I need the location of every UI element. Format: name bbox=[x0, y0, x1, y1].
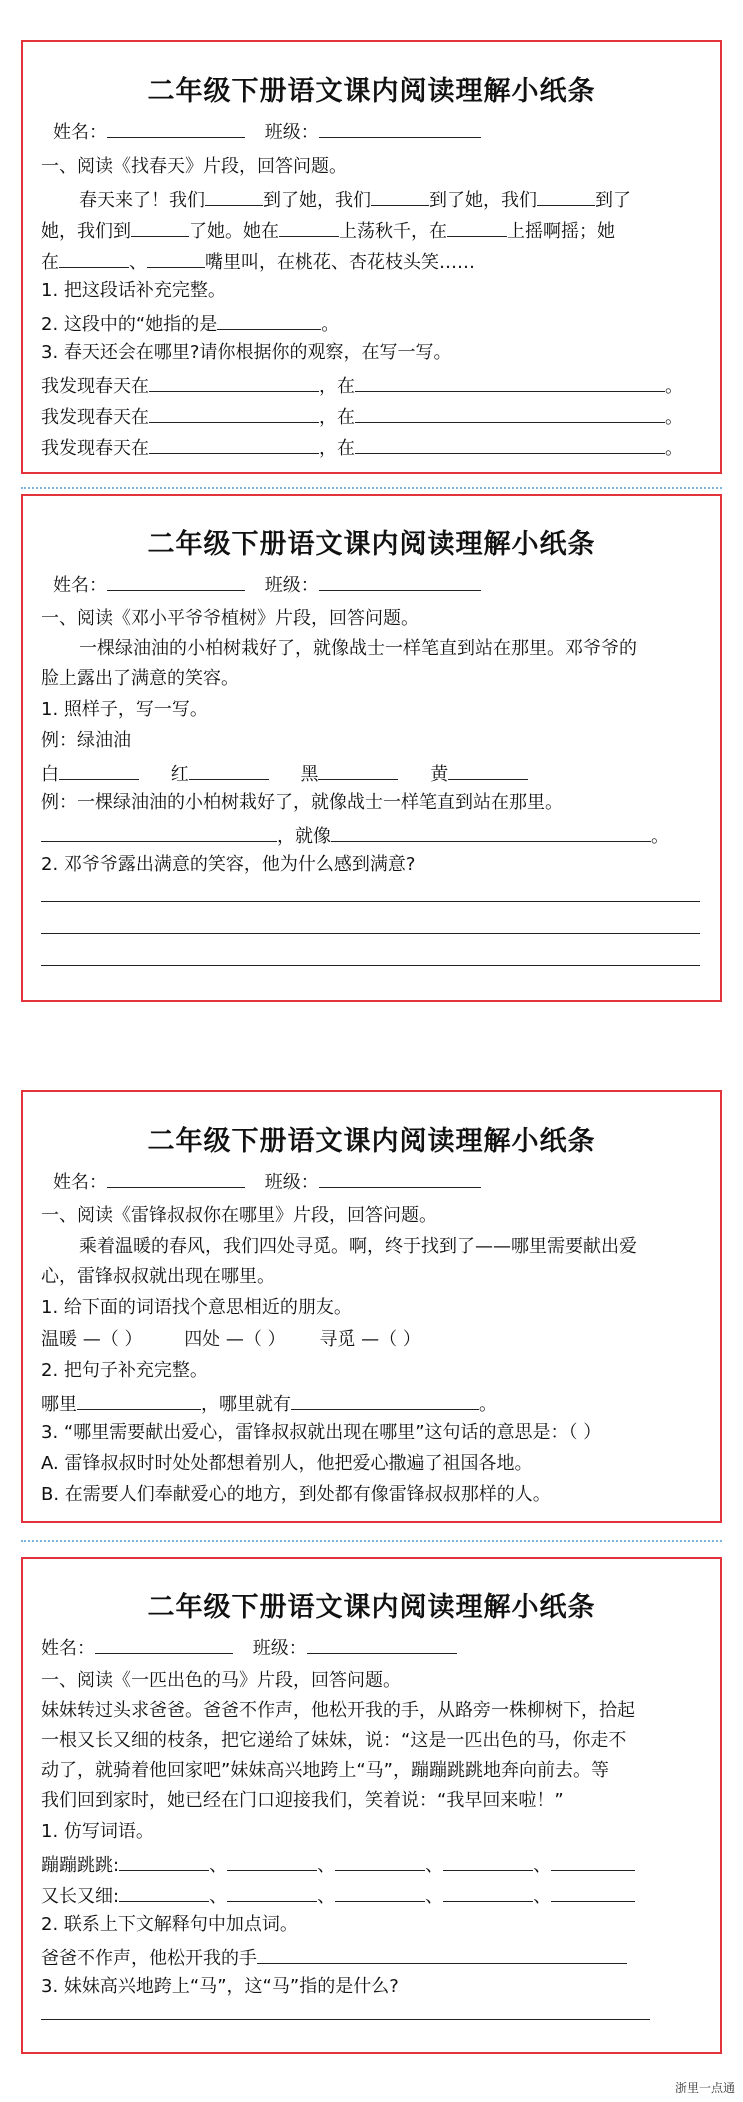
example-2: 例：一棵绿油油的小柏树栽好了，就像战士一样笔直到站在那里。 bbox=[41, 792, 563, 813]
card-title: 二年级下册语文课内阅读理解小纸条 bbox=[147, 76, 596, 107]
question-3: 3. 妹妹高兴地跨上“马”，这“马”指的是什么? bbox=[41, 1976, 399, 1997]
class-label: 班级： bbox=[264, 122, 319, 143]
question-intro: 一、阅读《一匹出色的马》片段，回答问题。 bbox=[41, 1670, 401, 1691]
passage-line-3: 动了，就骑着他回家吧”妹妹高兴地跨上“马”，蹦蹦跳跳地奔向前去。等 bbox=[41, 1760, 609, 1781]
question-intro: 一、阅读《邓小平爷爷植树》片段，回答问题。 bbox=[41, 608, 419, 629]
answer-row: 我发现春天在 ，在 。 bbox=[41, 403, 706, 430]
passage-blank[interactable] bbox=[371, 186, 429, 206]
color-words-row: 白 红 黑 黄 bbox=[41, 760, 706, 787]
name-label: 姓名： bbox=[41, 1638, 95, 1659]
option-b[interactable]: B. 在需要人们奉献爱心的地方，到处都有像雷锋叔叔那样的人。 bbox=[41, 1484, 551, 1505]
question-3: 3. “哪里需要献出爱心，雷锋叔叔就出现在哪里”这句话的意思是：（ ） bbox=[41, 1422, 602, 1443]
answer-row: 我发现春天在 ，在 。 bbox=[41, 372, 706, 399]
question-1: 1. 仿写词语。 bbox=[41, 1821, 154, 1842]
name-class-row bbox=[53, 118, 706, 145]
answer-blank[interactable] bbox=[551, 1882, 635, 1902]
name-class-row bbox=[53, 571, 706, 598]
question-intro: 一、阅读《找春天》片段，回答问题。 bbox=[41, 156, 347, 177]
worksheet-card-2 bbox=[21, 494, 722, 1002]
imitation-row: ，就像 。 bbox=[41, 822, 706, 849]
passage-line-4: 我们回到家时，她已经在门口迎接我们，笑着说：“我早回来啦！” bbox=[41, 1790, 564, 1811]
passage-line-2: 她，我们到 了她。她在 上荡秋千，在 上摇啊摇；她 bbox=[41, 217, 706, 244]
passage-line-3: 在 、 嘴里叫，在桃花、杏花枝头笑…… bbox=[41, 248, 706, 275]
answer-blank[interactable] bbox=[149, 434, 319, 454]
passage-line-2: 一根又长又细的枝条，把它递给了妹妹，说：“这是一匹出色的马，你走不 bbox=[41, 1730, 627, 1751]
answer-blank[interactable] bbox=[227, 1882, 317, 1902]
card-title: 二年级下册语文课内阅读理解小纸条 bbox=[147, 529, 596, 560]
card-title: 二年级下册语文课内阅读理解小纸条 bbox=[147, 1592, 596, 1623]
word-row-1: 蹦蹦跳跳: 、 、 、 、 bbox=[41, 1851, 706, 1878]
class-label: 班级： bbox=[252, 1638, 307, 1659]
question-1: 1. 给下面的词语找个意思相近的朋友。 bbox=[41, 1297, 352, 1318]
question-2: 2. 邓爷爷露出满意的笑容，他为什么感到满意? bbox=[41, 854, 416, 875]
class-label: 班级： bbox=[264, 575, 319, 596]
question-2: 2. 联系上下文解释句中加点词。 bbox=[41, 1914, 298, 1935]
example-1: 例：绿油油 bbox=[41, 730, 131, 751]
passage-line-1: 乘着温暖的春风，我们四处寻觅。啊，终于找到了——哪里需要献出爱 bbox=[79, 1236, 637, 1257]
synonym-blank[interactable]: 寻觅 —（ ） bbox=[319, 1329, 421, 1350]
passage-blank[interactable] bbox=[205, 186, 263, 206]
answer-line[interactable] bbox=[41, 965, 700, 966]
passage-blank[interactable] bbox=[59, 248, 129, 268]
answer-blank[interactable] bbox=[331, 822, 651, 842]
passage-line-1: 妹妹转过头求爸爸。爸爸不作声，他松开我的手，从路旁一株柳树下，拾起 bbox=[41, 1700, 635, 1721]
synonym-blank[interactable]: 温暖 —（ ） bbox=[41, 1329, 143, 1350]
synonym-row bbox=[41, 1328, 706, 1352]
sentence-row: 哪里 ，哪里就有 。 bbox=[41, 1390, 706, 1417]
answer-blank[interactable] bbox=[355, 403, 665, 423]
name-blank[interactable] bbox=[107, 571, 245, 591]
explain-row: 爸爸不作声，他松开我的手 bbox=[41, 1944, 706, 1971]
dotted-divider bbox=[21, 487, 722, 489]
footer-watermark: 浙里一点通 bbox=[674, 2081, 735, 2095]
answer-line[interactable] bbox=[41, 933, 700, 934]
passage-blank[interactable] bbox=[537, 186, 595, 206]
name-blank[interactable] bbox=[95, 1634, 233, 1654]
class-blank[interactable] bbox=[319, 1168, 481, 1188]
class-blank[interactable] bbox=[307, 1634, 457, 1654]
synonym-blank[interactable]: 四处 —（ ） bbox=[184, 1329, 286, 1350]
passage-line-1: 一棵绿油油的小柏树栽好了，就像战士一样笔直到站在那里。邓爷爷的 bbox=[79, 638, 637, 659]
answer-blank[interactable] bbox=[77, 1390, 201, 1410]
question-intro: 一、阅读《雷锋叔叔你在哪里》片段，回答问题。 bbox=[41, 1205, 437, 1226]
name-label: 姓名： bbox=[53, 575, 107, 596]
name-class-row bbox=[53, 1168, 706, 1195]
answer-blank[interactable] bbox=[355, 372, 665, 392]
question-1: 1. 把这段话补充完整。 bbox=[41, 280, 226, 301]
answer-blank[interactable] bbox=[217, 310, 321, 330]
class-blank[interactable] bbox=[319, 571, 481, 591]
answer-line[interactable] bbox=[41, 2019, 650, 2020]
passage-line-2: 心，雷锋叔叔就出现在哪里。 bbox=[41, 1266, 275, 1287]
question-1: 1. 照样子，写一写。 bbox=[41, 699, 208, 720]
answer-blank[interactable] bbox=[335, 1851, 425, 1871]
answer-blank[interactable] bbox=[119, 1882, 209, 1902]
answer-blank[interactable] bbox=[355, 434, 665, 454]
answer-blank[interactable] bbox=[448, 760, 528, 780]
passage-line-1: 春天来了！我们 到了她，我们 到了她，我们 到了 bbox=[79, 186, 706, 213]
dotted-divider bbox=[21, 1540, 722, 1542]
answer-blank[interactable] bbox=[318, 760, 398, 780]
passage-line-2: 脸上露出了满意的笑容。 bbox=[41, 668, 239, 689]
answer-blank[interactable] bbox=[443, 1882, 533, 1902]
worksheet-card-4 bbox=[21, 1557, 722, 2054]
passage-blank[interactable] bbox=[447, 217, 507, 237]
answer-blank[interactable] bbox=[189, 760, 269, 780]
answer-blank[interactable] bbox=[551, 1851, 635, 1871]
answer-blank[interactable] bbox=[149, 403, 319, 423]
question-2: 2. 这段中的“她指的是 。 bbox=[41, 310, 706, 337]
name-blank[interactable] bbox=[107, 1168, 245, 1188]
card-title: 二年级下册语文课内阅读理解小纸条 bbox=[147, 1126, 596, 1157]
question-3: 3. 春天还会在哪里?请你根据你的观察，在写一写。 bbox=[41, 342, 452, 363]
worksheet-card-3 bbox=[21, 1090, 722, 1523]
name-blank[interactable] bbox=[107, 118, 245, 138]
answer-line[interactable] bbox=[41, 901, 700, 902]
word-row-2: 又长又细: 、 、 、 、 bbox=[41, 1882, 706, 1909]
name-class-row bbox=[41, 1634, 706, 1661]
answer-blank[interactable] bbox=[149, 372, 319, 392]
passage-blank[interactable] bbox=[279, 217, 339, 237]
answer-row: 我发现春天在 ，在 。 bbox=[41, 434, 706, 461]
class-blank[interactable] bbox=[319, 118, 481, 138]
name-label: 姓名： bbox=[53, 122, 107, 143]
answer-blank[interactable] bbox=[443, 1851, 533, 1871]
passage-blank[interactable] bbox=[147, 248, 205, 268]
question-2: 2. 把句子补充完整。 bbox=[41, 1360, 208, 1381]
answer-blank[interactable] bbox=[257, 1944, 627, 1964]
worksheet-card-1 bbox=[21, 40, 722, 474]
answer-blank[interactable] bbox=[119, 1851, 209, 1871]
class-label: 班级： bbox=[264, 1172, 319, 1193]
option-a[interactable]: A. 雷锋叔叔时时处处都想着别人，他把爱心撒遍了祖国各地。 bbox=[41, 1453, 533, 1474]
answer-blank[interactable] bbox=[291, 1390, 479, 1410]
answer-blank[interactable] bbox=[335, 1882, 425, 1902]
answer-blank[interactable] bbox=[41, 822, 277, 842]
answer-blank[interactable] bbox=[59, 760, 139, 780]
name-label: 姓名： bbox=[53, 1172, 107, 1193]
passage-blank[interactable] bbox=[131, 217, 189, 237]
answer-blank[interactable] bbox=[227, 1851, 317, 1871]
